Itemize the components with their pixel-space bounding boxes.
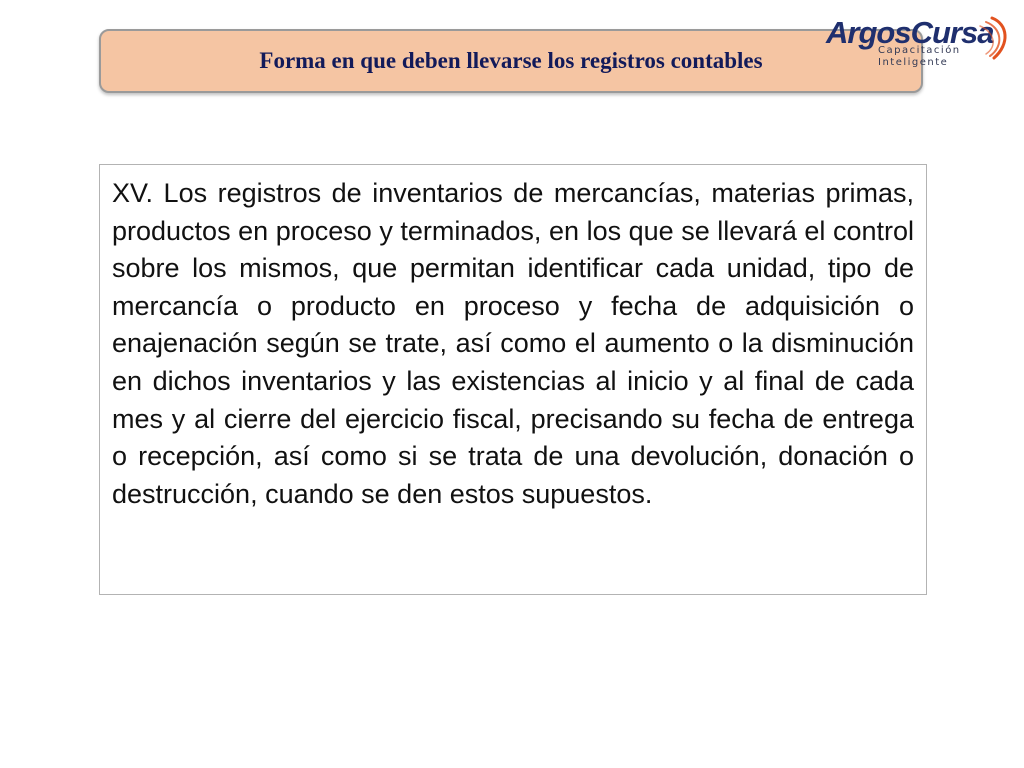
content-box xyxy=(99,164,927,595)
logo-brand-part1: Argos xyxy=(826,15,911,50)
title-banner xyxy=(99,29,923,93)
page-title: Forma en que deben llevarse los registros contables xyxy=(259,48,763,73)
logo-tagline-line1: Capacitación xyxy=(878,45,961,56)
argoscursa-logo xyxy=(822,14,1008,72)
logo-tagline-line2: Inteligente xyxy=(878,57,949,68)
logo-brand-part2: Cursa xyxy=(910,15,994,50)
body-paragraph: XV. Los registros de inventarios de mercancías, materias primas, productos en proceso y terminados, en los que se llevará el control sobre los mismos, que permitan identificar cada unidad, tipo de mercancía o producto en proceso y fecha de adquisición o enajenación según se trate, así como el aumento o la disminución en dichos inventarios y las existencias al inicio y al final de cada mes y al cierre del ejercicio fiscal, precisando su fecha de entrega o recepción, así como si se trata de una devolución, donación o destrucción, cuando se den estos supuestos. xyxy=(112,178,914,509)
logo-swoosh-icon xyxy=(972,14,1012,70)
